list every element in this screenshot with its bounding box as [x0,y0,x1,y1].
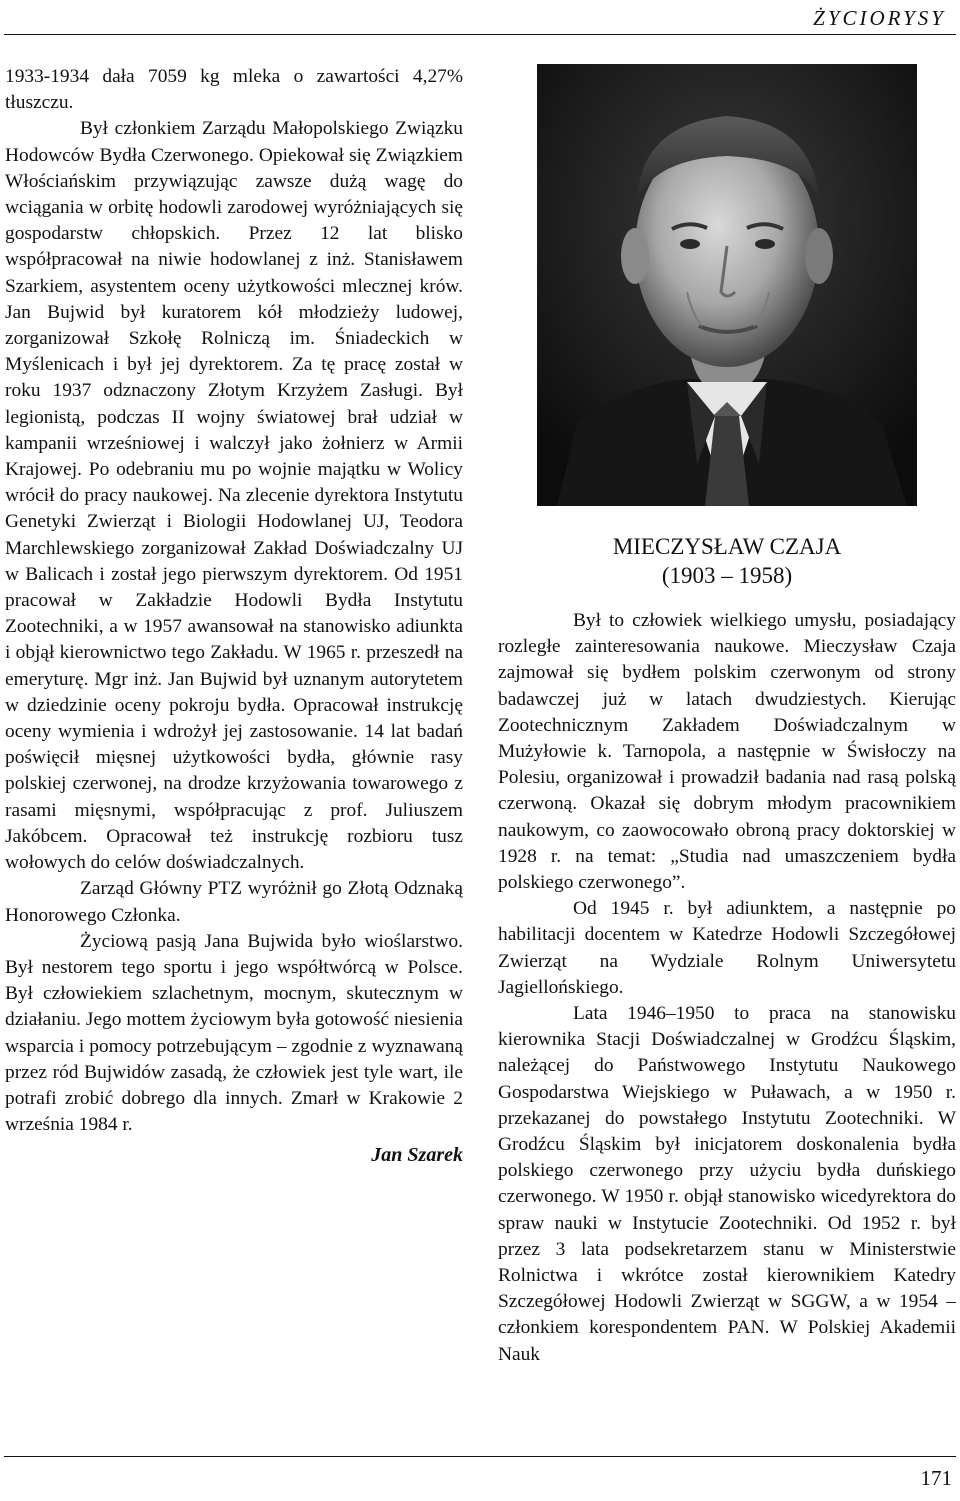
biography-dates: (1903 – 1958) [661,563,793,588]
left-paragraph-3: Zarząd Główny PTZ wyróżnił go Złotą Odznaką Honorowego Członka. [5,878,463,926]
left-column [5,64,463,1169]
page-header [0,0,960,34]
left-paragraph-1: 1933-1934 dała 7059 kg mleka o zawartości 4,27% tłuszczu. [5,66,463,114]
right-column [498,64,956,1368]
left-paragraph-2: Był członkiem Zarządu Małopolskiego Związku Hodowców Bydła Czerwonego. Opiekował się Związkiem Włościańskim przywiązując zawsze dużą wagę do wciągania w orbitę hodowli zarodowej wyróżniających się gospodarstw chłopskich. Przez 12 lat blisko współpracował na niwie hodowlanej z inż. Stanisławem Szarkiem, asystentem oceny użytkowości mlecznej krów. Jan Bujwid był kuratorem kół młodzieży ludowej, zorganizował Szkołę Rolniczą im. Śniadeckich w Myślenicach i był jej dyrektorem. Za tę pracę został w roku 1937 odznaczony Złotym Krzyżem Zasługi. Był legionistą, podczas II wojny światowej brał udział w kampanii wrześniowej i walczył jako żołnierz w Armii Krajowej. Po odebraniu mu po wojnie majątku w Wolicy wrócił do pracy naukowej. Na zlecenie dyrektora Instytutu Genetyki Zwierząt i Biologii Hodowlanej UJ, Teodora Marchlewskiego zorganizował Zakład Doświadczalny UJ w Balicach i został jego pierwszym dyrektorem. Od 1951 pracował w Zakładzie Hodowli Bydła Instytutu Zootechniki, a w 1957 awansował na stanowisko adiunkta i objął kierownictwo tego Zakładu. W 1965 r. przeszedł na emeryturę. Mgr inż. Jan Bujwid był uznanym autorytetem w dziedzinie oceny pokroju bydła. Opracował instrukcję oceny wymienia i wdrożył jej zastosowanie. 14 lat badań poświęcił mięsnej użytkowości bydła, głównie rasy polskiej czerwonej, na drodze krzyżowania towarowego z rasami mięsnymi, współpracując z prof. Juliuszem Jakóbcem. Opracował też instrukcję rozbioru tusz wołowych do celów doświadczalnych. [5,118,463,874]
portrait-image [537,64,917,506]
header-rule [4,34,956,35]
section-title: ŻYCIORYSY [813,6,946,30]
portrait-photo [537,64,917,506]
biography-name: MIECZYSŁAW CZAJA [612,534,842,559]
right-paragraph-2: Od 1945 r. był adiunktem, a następnie po habilitacji docentem w Katedrze Hodowli Szczegółowej Zwierząt na Wydziale Rolnym Uniwersytetu Jagiellońskiego. [498,898,956,998]
left-paragraph-4: Życiową pasją Jana Bujwida było wioślarstwo. Był nestorem tego sportu i jego współtwórcą w Polsce. Był człowiekiem szlachetnym, mocnym, skutecznym w działaniu. Jego mottem życiowym była gotowość niesienia wsparcia i pomocy potrzebującym – zgodnie z wyznawaną przez ród Bujwidów zasadą, że człowiek jest tyle wart, ile potrafi zrobić dobrego dla innych. Zmarł w Krakowie 2 września 1984 r. [5,930,463,1136]
right-paragraph-1: Był to człowiek wielkiego umysłu, posiadający rozległe zainteresowania naukowe. Mieczysław Czaja zajmował się bydłem polskim czerwonym od strony badawczej już w latach dwudziestych. Kierując Zootechnicznym Zakładem Doświadczalnym w Mużyłowie k. Tarnopola, a następnie w Świsłoczy na Polesiu, organizował i prowadził badania nad rasą polską czerwoną. Okazał się dobrym młodym pracownikiem naukowym, co zaowocowało obroną pracy doktorskiej w 1928 r. na temat: „Studia nad umaszczeniem bydła polskiego czerwonego”. [498,610,956,894]
author-signature: Jan Szarek [371,1144,463,1167]
right-paragraph-3: Lata 1946–1950 to praca na stanowisku kierownika Stacji Doświadczalnej w Grodźcu Śląskim, należącej do Państwowego Instytutu Naukowego Gospodarstwa Wiejskiego w Puławach, a w 1950 r. przekazanej do powstałego Instytutu Zootechniki. W Grodźcu Śląskim był inicjatorem doskonalenia bydła polskiego czerwonego przy użyciu bydła duńskiego czerwonego. W 1950 r. objął stanowisko wicedyrektora do spraw nauki w Instytucie Zootechniki. Od 1952 r. był przez 3 lata podsekretarzem stanu w Ministerstwie Rolnictwa i wkrótce został kierownikiem Katedry Szczegółowej Hodowli Zwierząt w SGGW, a w 1954 – członkiem korespondentem PAN. W Polskiej Akademii Nauk [498,1003,956,1365]
footer-rule [4,1456,956,1457]
page-number: 171 [920,1466,952,1490]
